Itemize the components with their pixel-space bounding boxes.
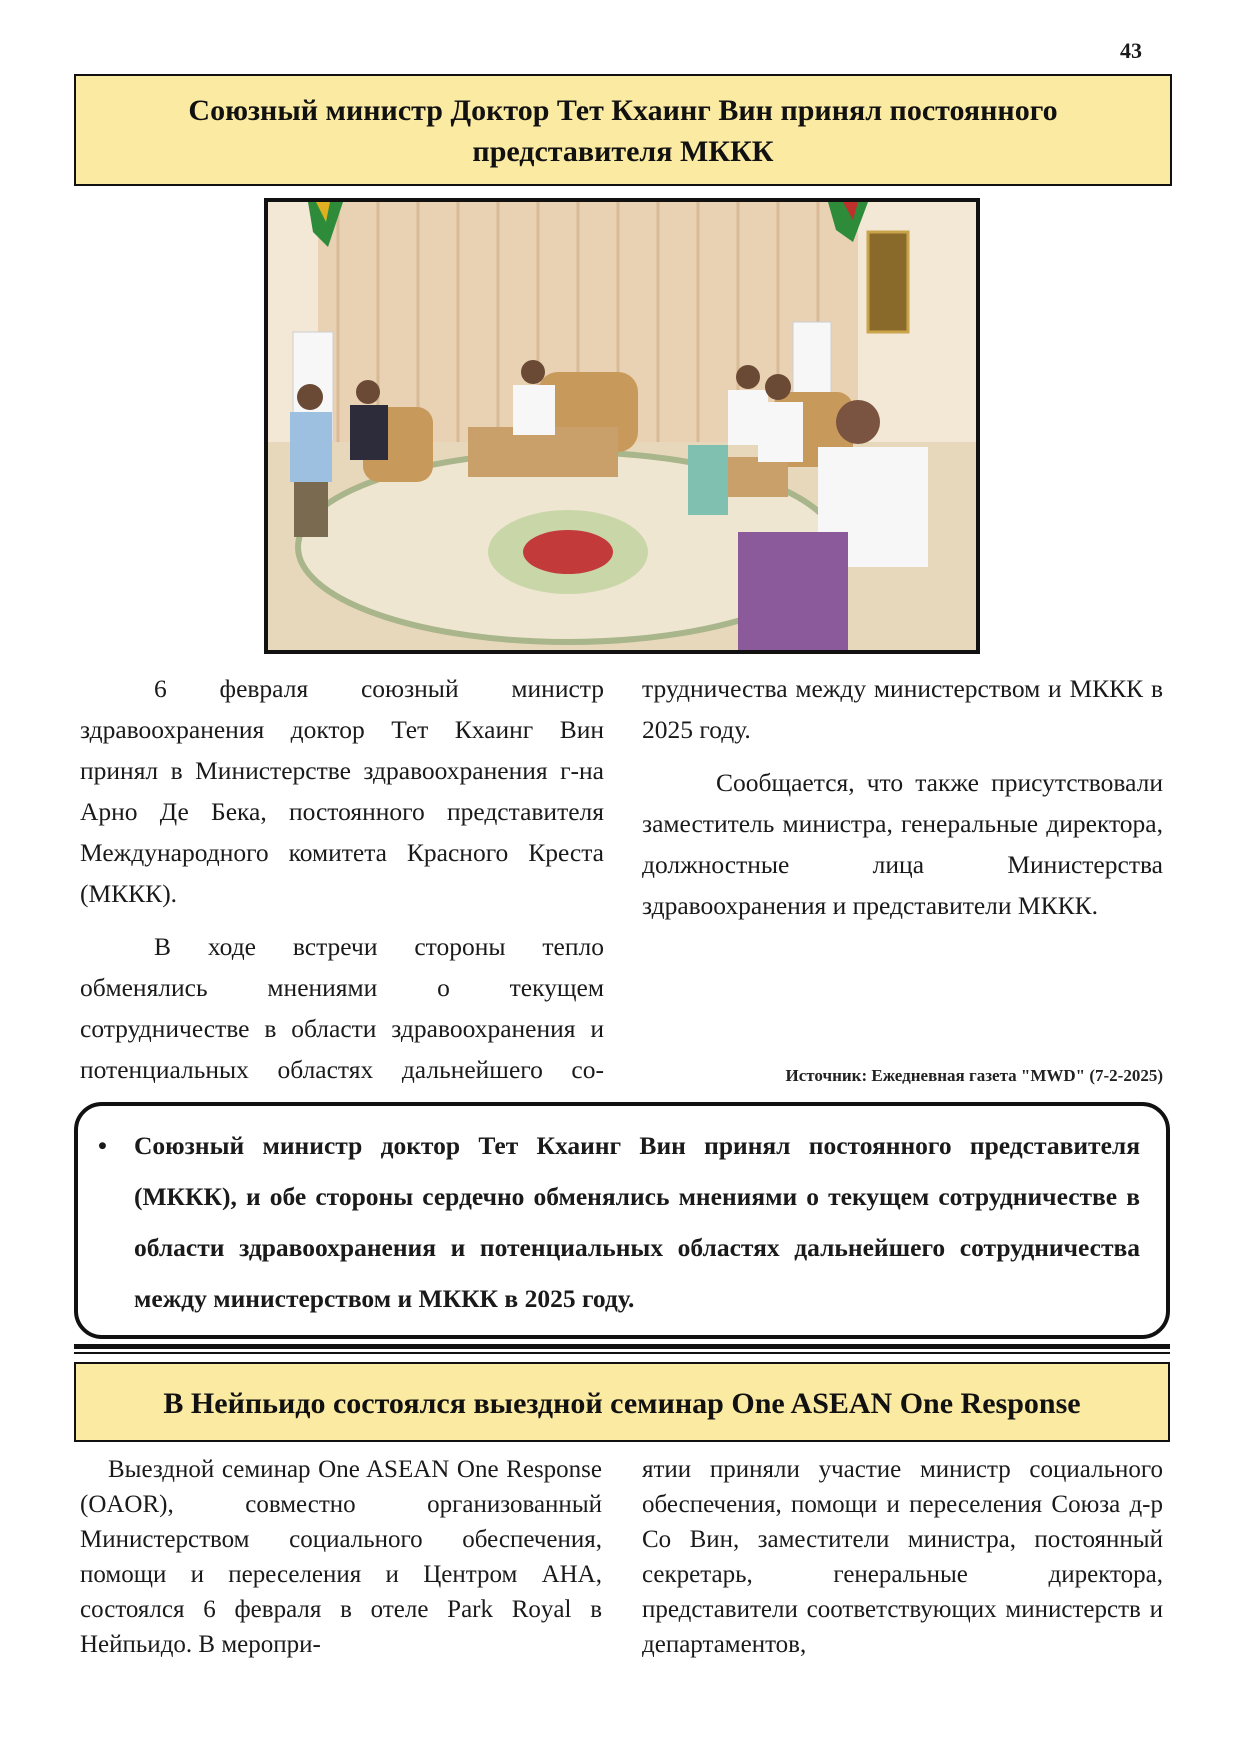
article-1-source: Источник: Ежедневная газета "MWD" (7-2-2025) — [785, 1066, 1163, 1085]
article-1-paragraph-4: Сообщается, что также присутствовали заместитель министра, генеральные директора, должностные лица Министерства здравоохранения и представители МККК. — [642, 768, 1163, 920]
article-2-right-column — [642, 1452, 1163, 1662]
meeting-photo — [264, 198, 980, 654]
page-number: 43 — [1120, 38, 1142, 63]
section-divider-thick — [74, 1344, 1170, 1349]
summary-box — [74, 1102, 1170, 1339]
article-2-paragraph-2: ятии приняли участие министр социального обеспечения, помощи и переселения Союза д-р Со Вин, заместители министра, постоянный секретарь, генеральные директора, представители соответствующих министерств и департаментов, — [642, 1456, 1163, 1658]
article-1-paragraph-1: 6 февраля союзный министр здравоохранения доктор Тет Кхаинг Вин принял в Министерстве здравоохранения г-на Арно Де Бека, постоянного представителя Международного комитета Красного Креста (МККК). — [80, 674, 604, 908]
summary-text: Союзный министр доктор Тет Кхаинг Вин принял постоянного представителя (МККК), и обе стороны сердечно обменялись мнениями о текущем сотрудничестве в области здравоохранения и потенциальных областях дальнейшего сотрудничества между министерством и МККК в 2025 году. — [134, 1131, 1140, 1313]
bullet-point: • — [98, 1131, 107, 1160]
meeting-room-illustration — [268, 202, 976, 650]
article-2-left-column — [80, 1452, 602, 1662]
article-2-paragraph-1: Выездной семинар One ASEAN One Response (OAOR), совместно организованный Министерством социального обеспечения, помощи и переселения и Центром AHA, состоялся 6 февраля в отеле Park Royal в Нейпьидо. В меропри- — [80, 1456, 602, 1658]
article-1-title — [74, 74, 1172, 186]
article-1-right-column — [642, 668, 1163, 926]
article-1-left-column — [80, 668, 604, 1090]
section-divider-thin — [74, 1352, 1170, 1354]
article-2-title: В Нейпьидо состоялся выездной семинар One ASEAN One Response — [74, 1362, 1170, 1442]
article-1-paragraph-2: В ходе встречи стороны тепло обменялись мнениями о текущем сотрудничестве в области здравоохранения и потенциальных областях дальнейшего со- — [80, 932, 604, 1084]
article-1-paragraph-3: трудничества между министерством и МККК в 2025 году. — [642, 674, 1163, 744]
article-1-title-line-2: представителя МККК — [472, 135, 774, 168]
article-1-title-line-1: Союзный министр Доктор Тет Кхаинг Вин принял постоянного — [188, 94, 1058, 127]
